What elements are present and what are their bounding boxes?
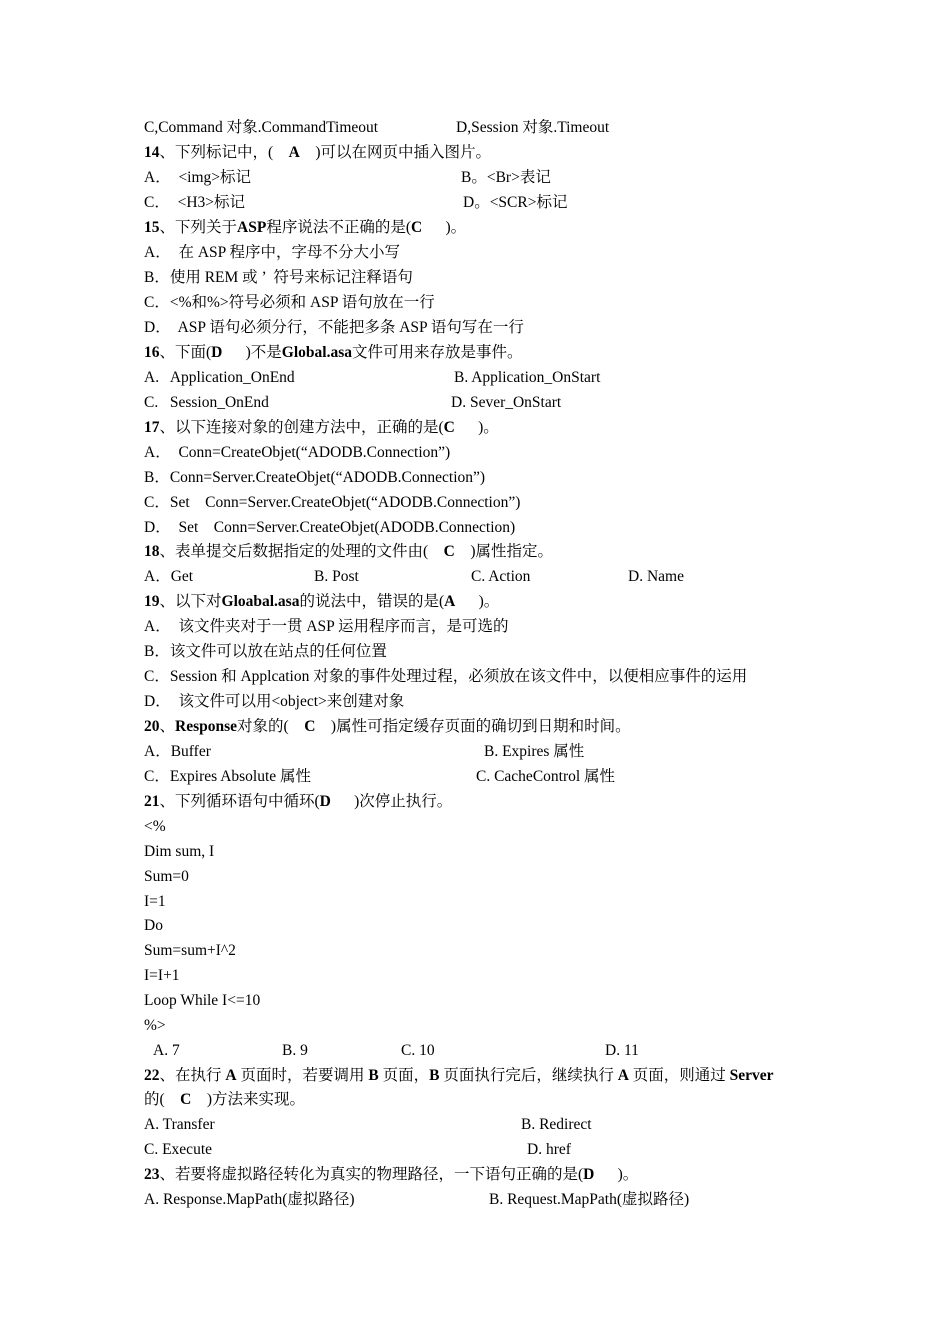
option-a: A. Transfer xyxy=(144,1116,215,1133)
code-line: Do xyxy=(144,917,163,934)
option-d: D． 该文件可以用<object>来创建对象 xyxy=(144,693,405,710)
question-14: 14、下列标记中，( A )可以在网页中插入图片。 xyxy=(144,144,492,161)
option-b: B。<Br>表记 xyxy=(461,169,551,186)
option-c: C．Session 和 Applcation 对象的事件处理过程，必须放在该文件中，以便相应事件的运用 xyxy=(144,668,748,685)
option-a: A． 在 ASP 程序中，字母不分大小写 xyxy=(144,244,401,261)
question-19: 19、以下对Gloabal.asa的说法中，错误的是(A )。 xyxy=(144,593,500,610)
option-b: B. Post xyxy=(314,568,359,585)
code-line: Sum=0 xyxy=(144,868,189,885)
option-d: D. 11 xyxy=(605,1042,639,1059)
question-22: 22、在执行 A 页面时，若要调用 B 页面，B 页面执行完后，继续执行 A 页面，则通过 Server xyxy=(144,1067,774,1084)
code-line: %> xyxy=(144,1017,166,1034)
option-c: C．Set Conn=Server.CreateObjet(“ADODB.Connection”) xyxy=(144,494,521,511)
text-line: C,Command 对象.CommandTimeout xyxy=(144,119,379,136)
question-23: 23、若要将虚拟路径转化为真实的物理路径，一下语句正确的是(D )。 xyxy=(144,1166,639,1183)
option-d: D。<SCR>标记 xyxy=(463,194,568,211)
option-d: C. CacheControl 属性 xyxy=(476,768,616,785)
question-18: 18、表单提交后数据指定的处理的文件由( C )属性指定。 xyxy=(144,543,554,560)
option-c: C．<%和%>符号必须和 ASP 语句放在一行 xyxy=(144,294,435,311)
code-line: Sum=sum+I^2 xyxy=(144,942,236,959)
option-a: A． Conn=CreateObjet(“ADODB.Connection”) xyxy=(144,444,451,461)
option-b: B. Redirect xyxy=(521,1116,592,1133)
option-d: D. href xyxy=(527,1141,571,1158)
option-a: A. 7 xyxy=(153,1042,180,1059)
option-a: A．Get xyxy=(144,568,194,585)
code-line: Dim sum, I xyxy=(144,843,215,860)
code-line: I=I+1 xyxy=(144,967,180,984)
option-d: D. Name xyxy=(628,568,684,585)
option-b: B. Application_OnStart xyxy=(454,369,601,386)
question-15: 15、下列关于ASP程序说法不正确的是(C )。 xyxy=(144,219,467,236)
option-d: D． Set Conn=Server.CreateObjet(ADODB.Connection) xyxy=(144,519,516,536)
code-line: I=1 xyxy=(144,893,166,910)
question-22-cont: 的( C )方法来实现。 xyxy=(144,1091,306,1108)
question-20: 20、Response对象的( C )属性可指定缓存页面的确切到日期和时间。 xyxy=(144,718,631,735)
option-a: A. Response.MapPath(虚拟路径) xyxy=(144,1191,355,1208)
option-d: D． ASP 语句必须分行，不能把多条 ASP 语句写在一行 xyxy=(144,319,524,336)
option-c: C. Session_OnEnd xyxy=(144,394,269,411)
question-16: 16、下面(D )不是Global.asa文件可用来存放是事件。 xyxy=(144,344,523,361)
option-a: A． 该文件夹对于一贯 ASP 运用程序而言，是可选的 xyxy=(144,618,509,635)
code-line: <% xyxy=(144,818,166,835)
option-b: B. Expires 属性 xyxy=(484,743,585,760)
option-c: C. 10 xyxy=(401,1042,435,1059)
option-c: C. Action xyxy=(471,568,531,585)
option-a: A. Application_OnEnd xyxy=(144,369,295,386)
question-17: 17、以下连接对象的创建方法中，正确的是(C )。 xyxy=(144,419,499,436)
question-21: 21、下列循环语句中循环(D )次停止执行。 xyxy=(144,793,453,810)
option-c: C. Execute xyxy=(144,1141,213,1158)
option-b: B. Request.MapPath(虚拟路径) xyxy=(489,1191,690,1208)
option-d: D. Sever_OnStart xyxy=(451,394,562,411)
option-b: B．使用 REM 或 ’ 符号来标记注释语句 xyxy=(144,269,413,286)
option-b: B. 9 xyxy=(282,1042,308,1059)
option-c: C． <H3>标记 xyxy=(144,194,246,211)
option-a: A． <img>标记 xyxy=(144,169,252,186)
text-line: D,Session 对象.Timeout xyxy=(456,119,610,136)
code-line: Loop While I<=10 xyxy=(144,992,261,1009)
option-b: B．Conn=Server.CreateObjet(“ADODB.Connection”) xyxy=(144,469,486,486)
option-c: C．Expires Absolute 属性 xyxy=(144,768,312,785)
option-b: B．该文件可以放在站点的任何位置 xyxy=(144,643,387,660)
option-a: A．Buffer xyxy=(144,743,211,760)
